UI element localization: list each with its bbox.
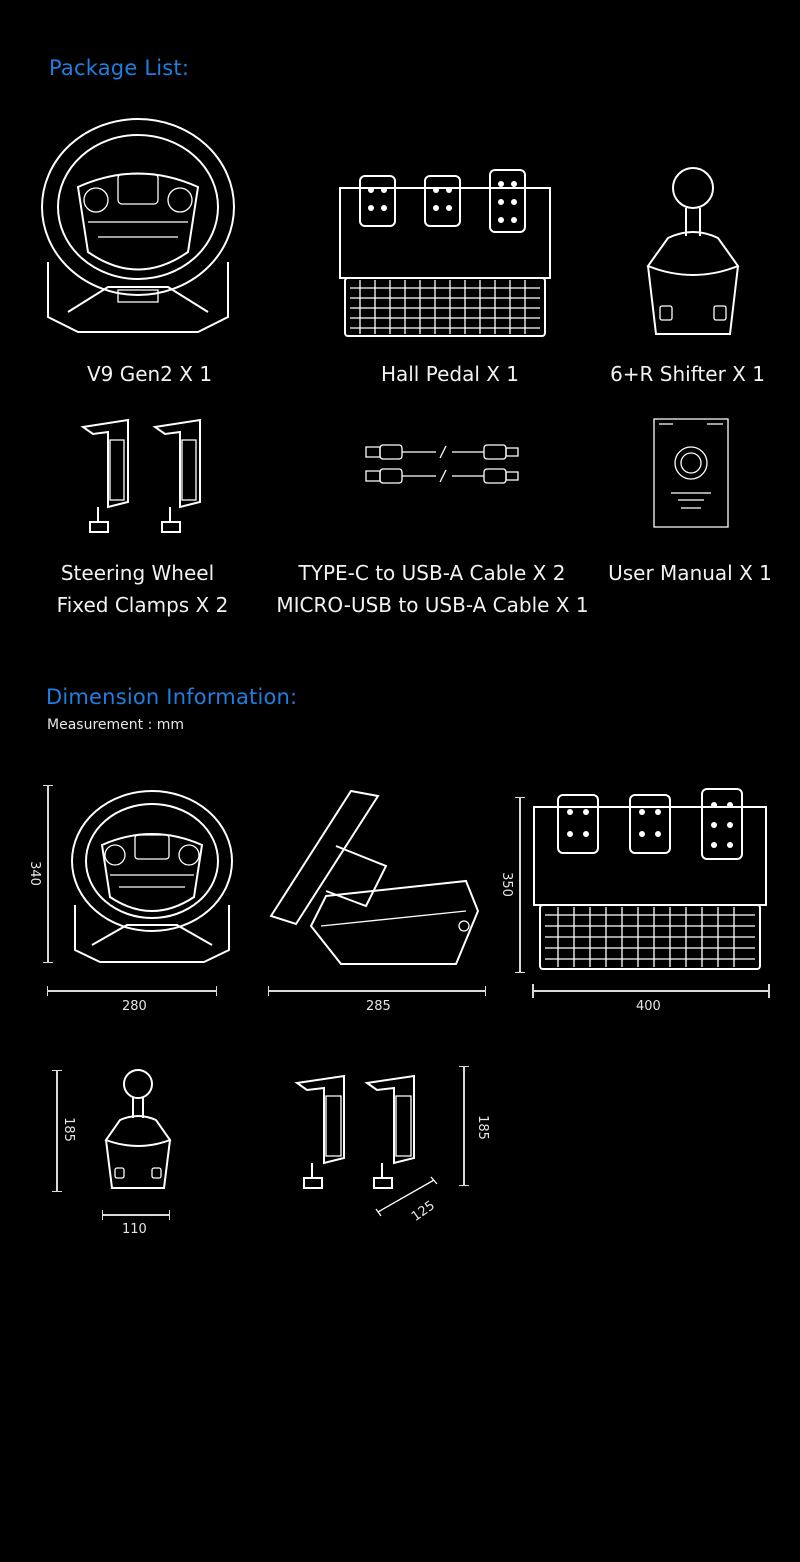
pedal-width-value: 400 [636,999,661,1014]
item-label-manual: User Manual X 1 [608,561,772,585]
package-list-heading: Package List: [49,56,190,80]
measurement-unit-note: Measurement : mm [47,717,185,733]
steering-wheel-illustration [38,112,238,340]
wheel-width-value: 280 [122,999,147,1014]
clamps-illustration [78,412,218,534]
item-label-cables-line1: TYPE-C to USB-A Cable X 2 [298,561,566,585]
pedal-height-value: 350 [498,872,514,897]
shifter-width-value: 110 [122,1222,147,1237]
clamps-dimension-illustration [292,1068,432,1190]
hall-pedal-illustration [335,168,555,338]
shifter-illustration [638,166,748,338]
dimension-info-heading: Dimension Information: [46,685,298,709]
item-label-clamps-line2: Fixed Clamps X 2 [56,593,229,617]
wheel-depth-value: 285 [366,999,391,1014]
clamp-width-value: 125 [408,1198,438,1225]
wheel-height-value: 340 [26,861,42,886]
wheel-side-dimension-illustration [266,786,486,966]
item-label-wheel: V9 Gen2 X 1 [86,362,213,386]
user-manual-illustration [653,418,729,528]
item-label-shifter: 6+R Shifter X 1 [610,362,765,386]
shifter-dimension-illustration [100,1068,176,1190]
item-label-pedal: Hall Pedal X 1 [380,362,520,386]
pedal-dimension-illustration [530,787,770,973]
item-label-clamps-line1: Steering Wheel [60,561,215,585]
item-label-cables-line2: MICRO-USB to USB-A Cable X 1 [276,593,589,617]
shifter-height-value: 185 [60,1117,76,1142]
clamp-height-value: 185 [474,1115,490,1140]
cables-illustration [364,444,524,488]
wheel-front-dimension-illustration [67,785,237,965]
